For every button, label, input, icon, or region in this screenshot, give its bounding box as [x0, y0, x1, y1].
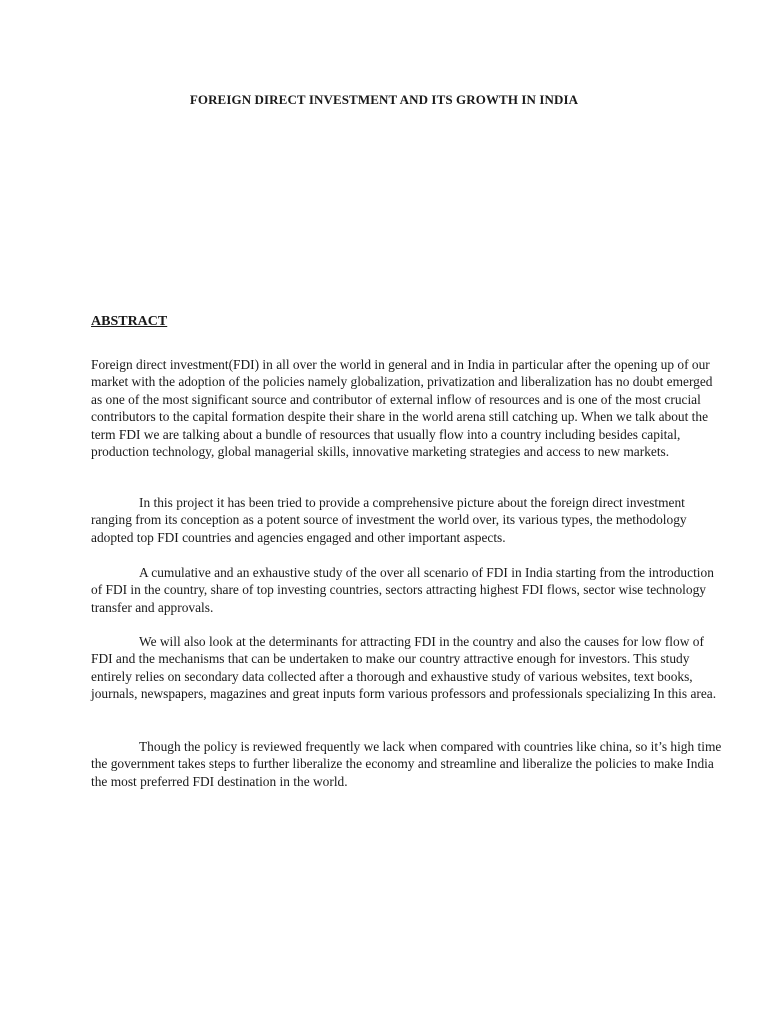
- abstract-heading: ABSTRACT: [91, 314, 168, 329]
- abstract-paragraph-4: We will also look at the determinants for attracting FDI in the country and also the causes for low flow of FDI and the mechanisms that can be undertaken to make our country attractive enough for investors. This study entirely relies on secondary data collected after a thorough and exhaustive study of various websites, text books, journals, newspapers, magazines and great inputs form various professors and professionals specializing In this area.: [91, 634, 717, 702]
- abstract-paragraph-3: A cumulative and an exhaustive study of the over all scenario of FDI in India starting from the introduction of FDI in the country, share of top investing countries, sectors attracting highest FDI flows, sector wise technology transfer and approvals.: [91, 565, 714, 615]
- abstract-paragraph-2: In this project it has been tried to provide a comprehensive picture about the foreign direct investment ranging from its conception as a potent source of investment the world over, its various types, the methodology adopted top FDI countries and agencies engaged and other important aspects.: [91, 495, 687, 545]
- document-title: FOREIGN DIRECT INVESTMENT AND ITS GROWTH IN INDIA: [189, 92, 579, 107]
- abstract-paragraph-1: Foreign direct investment(FDI) in all over the world in general and in India in particular after the opening up of our market with the adoption of the policies namely globalization, privatization and liberalization has no doubt emerged as one of the most significant source and contributor of external inflow of resources and is one of the most crucial contributors to the capital formation despite their share in the world arena still catching up. When we talk about the term FDI we are talking about a bundle of resources that usually flow into a country including besides capital, production technology, global managerial skills, innovative marketing strategies and access to new markets.: [91, 357, 713, 460]
- abstract-paragraph-5: Though the policy is reviewed frequently we lack when compared with countries like china, so it’s high time the government takes steps to further liberalize the economy and streamline and liberalize the policies to make India the most preferred FDI destination in the world.: [91, 739, 722, 789]
